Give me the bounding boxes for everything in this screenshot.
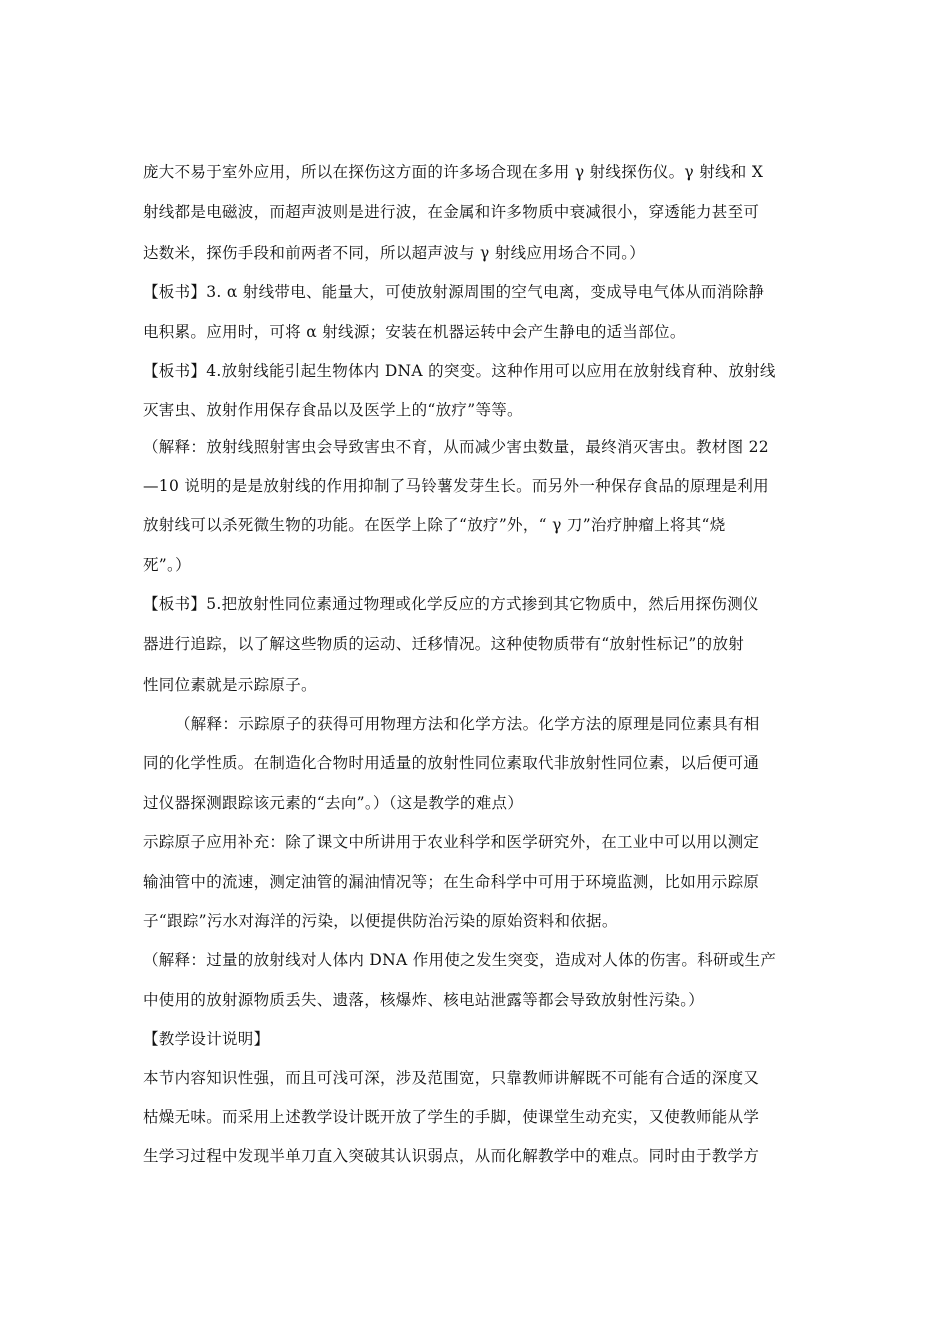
text-line: 过仪器探测跟踪该元素的“去向”。）（这是教学的难点）	[143, 794, 524, 812]
text-line: 子“跟踪”污水对海洋的污染，以便提供防治污染的原始资料和依据。	[143, 912, 618, 930]
text-line: 器进行追踪，以了解这些物质的运动、迁移情况。这种使物质带有“放射性标记”的放射	[143, 635, 745, 653]
text-line: 示踪原子应用补充：除了课文中所讲用于农业科学和医学研究外，在工业中可以用以测定	[143, 833, 760, 851]
text-line: 【板书】3. α 射线带电、能量大，可使放射源周围的空气电离，变成导电气体从而消除静	[143, 283, 765, 301]
text-line: （解释：过量的放射线对人体内 DNA 作用使之发生突变，造成对人体的伤害。科研或生产	[143, 951, 777, 969]
text-line: 庞大不易于室外应用，所以在探伤这方面的许多场合现在多用 γ 射线探伤仪。γ 射线和 X	[143, 163, 764, 181]
text-line: 【板书】4.放射线能引起生物体内 DNA 的突变。这种作用可以应用在放射线育种、放射线	[143, 362, 776, 380]
text-line: 达数米，探伤手段和前两者不同，所以超声波与 γ 射线应用场合不同。）	[143, 244, 646, 262]
text-line: （解释：示踪原子的获得可用物理方法和化学方法。化学方法的原理是同位素具有相	[175, 715, 760, 733]
text-line: 电积累。应用时，可将 α 射线源；安装在机器运转中会产生静电的适当部位。	[143, 323, 686, 341]
text-line: 枯燥无味。而采用上述教学设计既开放了学生的手脚，使课堂生动充实，又使教师能从学	[143, 1108, 760, 1126]
text-line: 【板书】5.把放射性同位素通过物理或化学反应的方式掺到其它物质中，然后用探伤测仪	[143, 595, 759, 613]
text-line: 射线都是电磁波，而超声波则是进行波，在金属和许多物质中衰减很小，穿透能力甚至可	[143, 203, 760, 221]
text-line: 同的化学性质。在制造化合物时用适量的放射性同位素取代非放射性同位素，以后便可通	[143, 754, 760, 772]
text-line: （解释：放射线照射害虫会导致害虫不育，从而减少害虫数量，最终消灭害虫。教材图 22	[143, 438, 769, 456]
text-line: 死”。）	[143, 556, 191, 574]
text-line: 灭害虫、放射作用保存食品以及医学上的“放疗”等等。	[143, 401, 523, 419]
text-line: 放射线可以杀死微生物的功能。在医学上除了“放疗”外，“ γ 刀”治疗肿瘤上将其“烧	[143, 516, 726, 534]
text-line: 输油管中的流速，测定油管的漏油情况等；在生命科学中可用于环境监测，比如用示踪原	[143, 873, 760, 891]
text-line: 性同位素就是示踪原子。	[143, 676, 317, 694]
text-line: 中使用的放射源物质丢失、遗落，核爆炸、核电站泄露等都会导致放射性污染。）	[143, 991, 705, 1009]
text-line: 生学习过程中发现半单刀直入突破其认识弱点，从而化解教学中的难点。同时由于教学方	[143, 1147, 760, 1165]
section-heading: 【教学设计说明】	[143, 1030, 270, 1048]
text-line: —10 说明的是是放射线的作用抑制了马铃薯发芽生长。而另外一种保存食品的原理是利用	[143, 477, 769, 495]
text-line: 本节内容知识性强，而且可浅可深，涉及范围宽，只靠教师讲解既不可能有合适的深度又	[143, 1069, 760, 1087]
